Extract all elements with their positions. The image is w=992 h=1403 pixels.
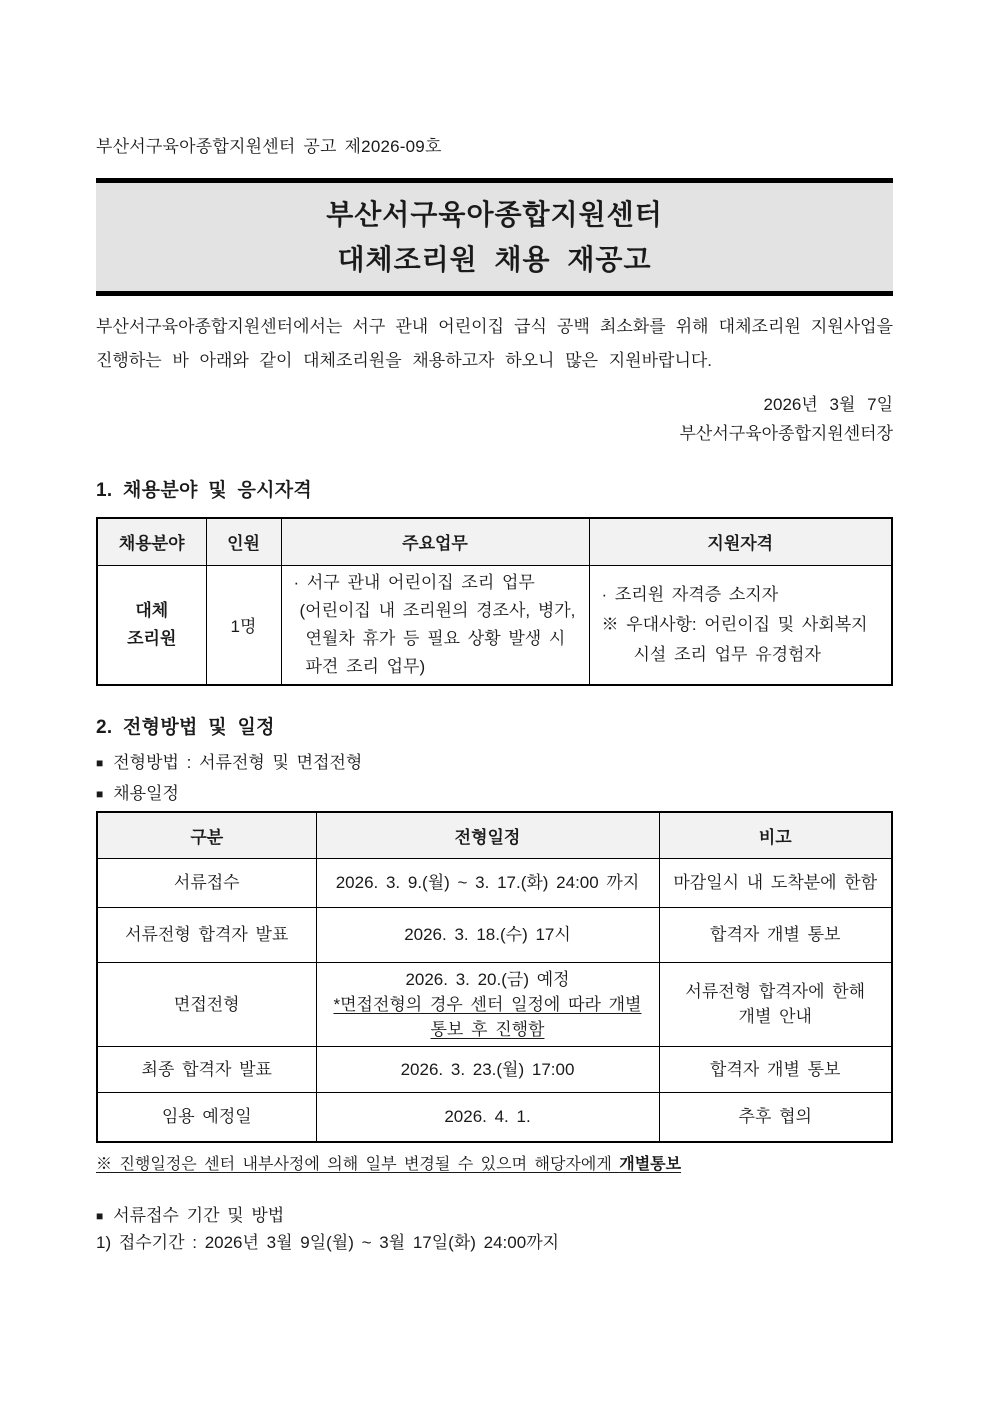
schedule-row-documents — [97, 858, 892, 907]
signature: 부산서구육아종합지원센터장 — [679, 424, 893, 443]
square-bullet-icon — [96, 750, 103, 775]
title-line-2: 대체조리원 채용 재공고 — [337, 244, 652, 275]
header-count: 인원 — [206, 518, 281, 565]
schedule-table — [96, 811, 893, 1143]
cell-category: 서류전형 합격자 발표 — [97, 907, 316, 962]
cell-qualifications: · 조리원 자격증 소지자 ※ 우대사항: 어린이집 및 사회복지 시설 조리 업무 유경험자 — [589, 565, 892, 685]
square-bullet-icon — [96, 781, 103, 806]
title-line-1: 부산서구육아종합지원센터 — [326, 199, 663, 230]
section2-heading: 2. 전형방법 및 일정 — [96, 717, 275, 738]
cell-category: 서류접수 — [97, 858, 316, 907]
header-field: 채용분야 — [97, 518, 206, 565]
cell-schedule: 2026. 3. 20.(금) 예정 *면접전형의 경우 센터 일정에 따라 개별 통보 후 진행함 — [316, 962, 659, 1046]
cell-note: 서류전형 합격자에 한해 개별 안내 — [659, 962, 892, 1046]
square-bullet-icon — [96, 1203, 103, 1228]
note-text: ※ 진행일정은 센터 내부사정에 의해 일부 변경될 수 있으며 해당자에게 — [96, 1156, 620, 1173]
document-date: 2026년 3월 7일 — [763, 395, 893, 414]
cell-count: 1명 — [206, 565, 281, 685]
cell-category: 임용 예정일 — [97, 1092, 316, 1142]
cell-schedule: 2026. 3. 18.(수) 17시 — [316, 907, 659, 962]
bullet-method — [96, 750, 893, 775]
cell-duties: · 서구 관내 어린이집 조리 업무 (어린이집 내 조리원의 경조사, 병가, 연월차 휴가 등 필요 상황 발생 시 파견 조리 업무) — [281, 565, 589, 685]
intro-line-1: 부산서구육아종합지원센터에서는 서구 관내 어린이집 급식 공백 최소화를 위해 대체조리원 지원사업을 — [96, 317, 893, 336]
intro-line-2: 진행하는 바 아래와 같이 대체조리원을 채용하고자 하오니 많은 지원바랍니다. — [96, 351, 713, 370]
section1-heading: 1. 채용분야 및 응시자격 — [96, 480, 313, 501]
submission-period-line: 1) 접수기간 : 2026년 3월 9일(월) ~ 3월 17일(화) 24:00까지 — [96, 1233, 560, 1252]
cell-schedule: 2026. 3. 9.(월) ~ 3. 17.(화) 24:00 까지 — [316, 858, 659, 907]
bullet-schedule — [96, 781, 893, 806]
cell-schedule: 2026. 4. 1. — [316, 1092, 659, 1142]
schedule-row-final-result — [97, 1046, 892, 1092]
header-duties: 주요업무 — [281, 518, 589, 565]
cell-note: 합격자 개별 통보 — [659, 907, 892, 962]
cell-note: 합격자 개별 통보 — [659, 1046, 892, 1092]
title-box — [96, 178, 893, 296]
notice-number: 부산서구육아종합지원센터 공고 제2026-09호 — [96, 137, 442, 156]
cell-note: 추후 협의 — [659, 1092, 892, 1142]
header-note: 비고 — [659, 812, 892, 858]
header-qualifications: 지원자격 — [589, 518, 892, 565]
bullet-schedule-label: 채용일정 — [113, 784, 179, 803]
schedule-row-interview — [97, 962, 892, 1046]
header-schedule: 전형일정 — [316, 812, 659, 858]
schedule-row-document-result — [97, 907, 892, 962]
header-category: 구분 — [97, 812, 316, 858]
recruitment-table-row — [97, 565, 892, 685]
intro-paragraph — [96, 310, 893, 378]
recruitment-table-header-row — [97, 518, 892, 565]
schedule-change-note — [96, 1153, 893, 1177]
cell-schedule: 2026. 3. 23.(월) 17:00 — [316, 1046, 659, 1092]
date-signature-block — [96, 390, 893, 448]
cell-category: 최종 합격자 발표 — [97, 1046, 316, 1092]
bullet-submission — [96, 1203, 893, 1228]
bullet-submission-label: 서류접수 기간 및 방법 — [113, 1206, 285, 1225]
schedule-table-header-row — [97, 812, 892, 858]
cell-field: 대체 조리원 — [97, 565, 206, 685]
bullet-method-label: 전형방법 : 서류전형 및 면접전형 — [113, 753, 363, 772]
schedule-row-appointment — [97, 1092, 892, 1142]
recruitment-table — [96, 517, 893, 686]
note-bold-text: 개별통보 — [619, 1156, 682, 1173]
cell-category: 면접전형 — [97, 962, 316, 1046]
cell-note: 마감일시 내 도착분에 한함 — [659, 858, 892, 907]
